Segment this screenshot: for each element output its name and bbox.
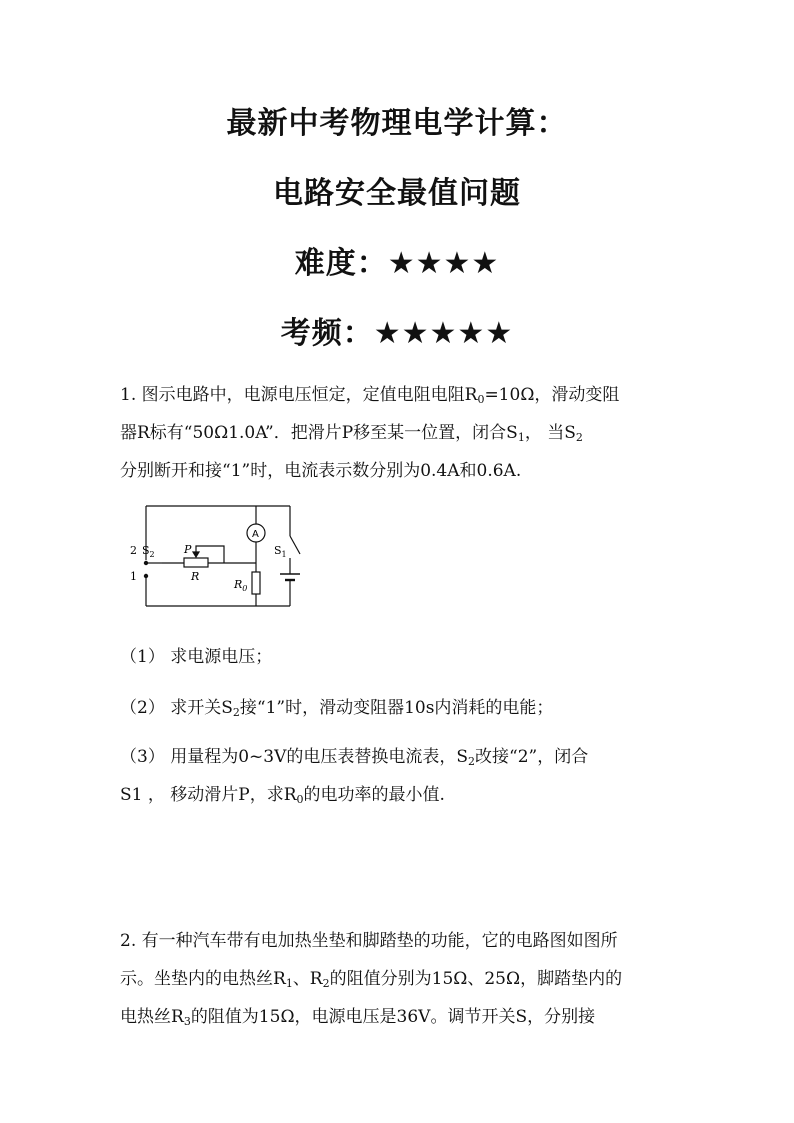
subtitle: 电路安全最值问题 [273, 176, 521, 211]
rheostat-r [184, 558, 208, 567]
s1-label: $S_1$ [274, 544, 287, 559]
p-label: P [184, 543, 192, 556]
r0-label: $R_0$ [234, 578, 248, 593]
ammeter-label: A [252, 529, 259, 540]
question-1: （1） 求电源电压； [120, 647, 273, 667]
terminal-1-label: 1 [130, 570, 137, 583]
main-title: 最新中考物理电学计算： [226, 106, 568, 141]
problem2-line2: 示。坐垫内的电热丝$R_1$、$R_2$的阻值分别为15Ω、25Ω，脚踏垫内的 [120, 969, 623, 990]
frequency-rating: 考频：★★★★★ [280, 316, 514, 351]
circuit-diagram [128, 502, 308, 612]
problem1-line1: 1. 图示电路中，电源电压恒定，定值电阻电阻$R_0=10\Omega$，滑动变阻 [120, 385, 620, 406]
slider-wire [196, 546, 224, 563]
problem1-line3: 分别断开和接“1”时，电流表示数分别为0.4A和0.6A. [120, 461, 522, 481]
switch-s1 [290, 536, 300, 554]
terminal-1-dot [144, 574, 147, 577]
question-3-line1: （3） 用量程为0~3V的电压表替换电流表，$S_2$改接“2”，闭合 [120, 747, 589, 768]
problem2-line1: 2. 有一种汽车带有电加热坐垫和脚踏垫的功能，它的电路图如图所 [120, 931, 618, 951]
terminal-2-label: 2 [130, 544, 137, 557]
problem1-line2: 器R标有“50Ω1.0A”．把滑片P移至某一位置，闭合$S_1$， 当$S_2$ [120, 423, 583, 444]
question-3-line2: S1 ， 移动滑片P，求$R_0$的电功率的最小值. [120, 785, 445, 806]
s2-label: $S_2$ [142, 544, 155, 559]
question-2: （2） 求开关$S_2$接“1”时，滑动变阻器10s内消耗的电能； [120, 698, 554, 719]
problem2-line3: 电热丝$R_3$的阻值为15Ω，电源电压是36V。调节开关S，分别接 [120, 1007, 596, 1028]
difficulty-rating: 难度：★★★★ [294, 246, 500, 281]
resistor-r0 [252, 572, 260, 594]
slider-arrow [193, 552, 199, 557]
r-label: R [191, 570, 200, 583]
